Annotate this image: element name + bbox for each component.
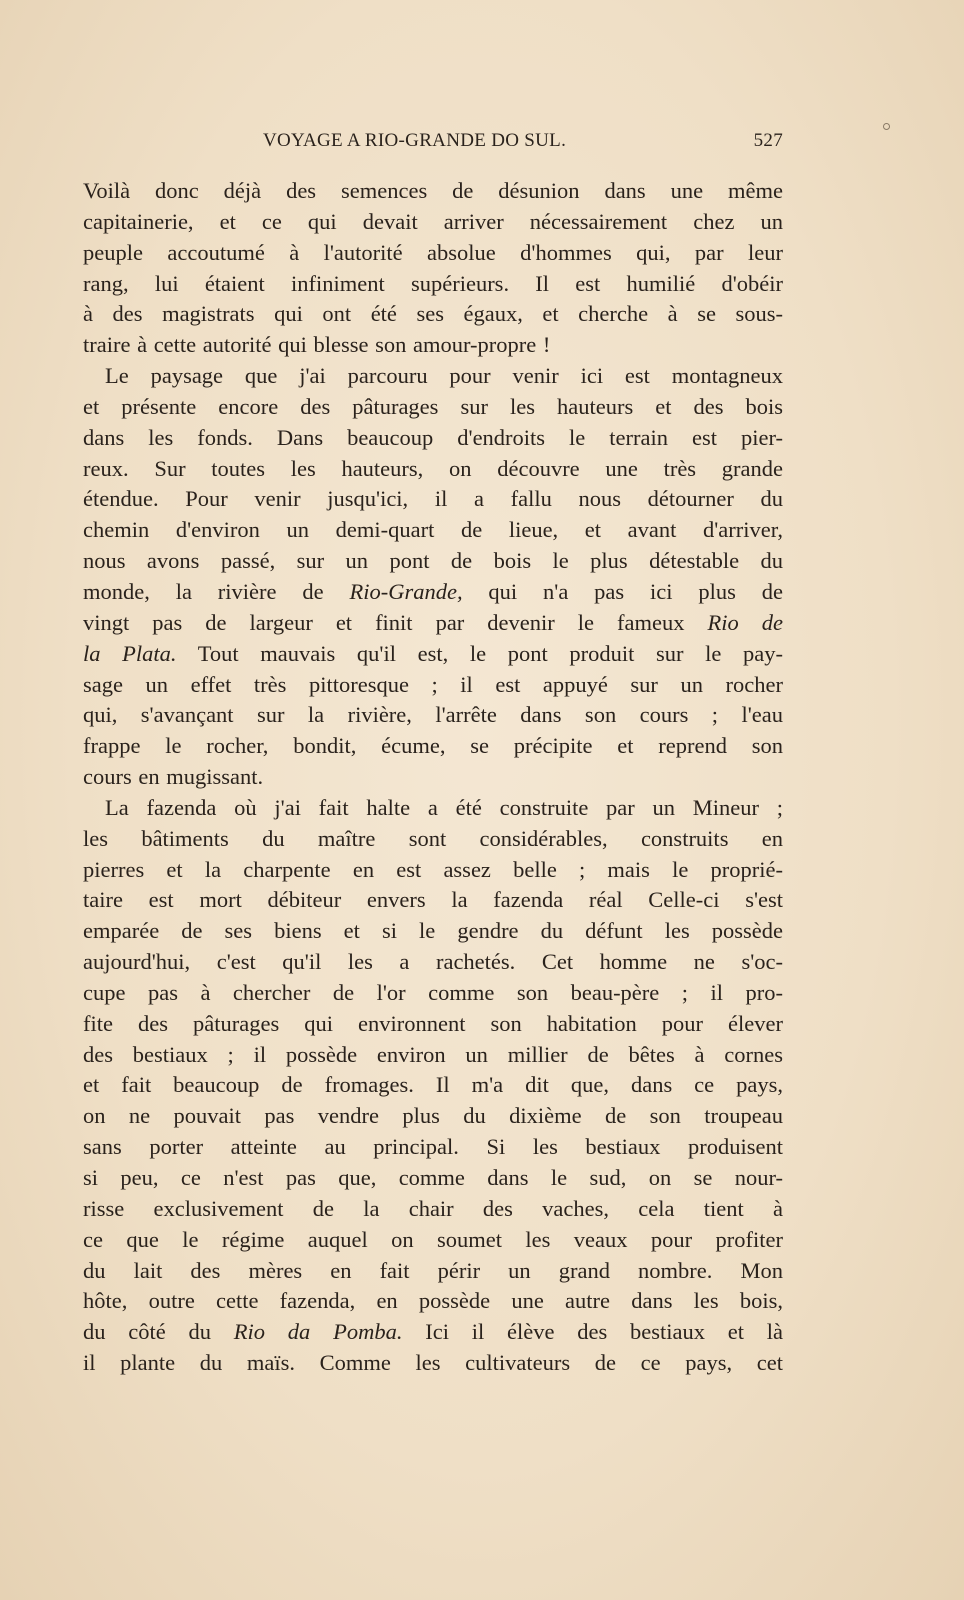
text-segment: on ne pouvait pas vendre plus du dixième de son troupeau [83,1103,783,1129]
text-line [83,1256,783,1287]
text-segment: fite des pâturages qui environnent son habitation pour élever [83,1010,783,1036]
text-segment: Ici il élève des bestiaux et là [402,1319,783,1345]
text-segment: nous avons passé, sur un pont de bois le plus détestable du [83,548,783,574]
text-segment: aujourd'hui, c'est qu'il les a rachetés. Cet homme ne s'oc- [83,949,783,975]
text-segment: peuple accoutumé à l'autorité absolue d'hommes qui, par leur [83,239,783,265]
text-line [83,269,783,300]
margin-mark [883,123,890,130]
text-segment: du lait des mères en fait périr un grand nombre. Mon [83,1257,783,1283]
text-segment: étendue. Pour venir jusqu'ici, il a fallu nous détourner du [83,486,783,512]
text-segment: reux. Sur toutes les hauteurs, on découvre une très grande [83,455,783,481]
italic-text: Rio da Pomba. [233,1319,403,1345]
text-line [83,1163,783,1194]
text-segment: des bestiaux ; il possède environ un millier de bêtes à cornes [83,1041,783,1067]
text-segment: et présente encore des pâturages sur les hauteurs et des bois [83,393,783,419]
page-body-text [83,176,783,1379]
text-segment: traire à cette autorité qui blesse son amour-propre ! [83,332,551,358]
italic-text: la Plata. [83,640,177,666]
text-line [83,1070,783,1101]
text-segment: risse exclusivement de la chair des vaches, cela tient à [83,1195,783,1221]
text-line [83,670,783,701]
text-segment: capitainerie, et ce qui devait arriver nécessairement chez un [83,208,783,234]
text-segment: Le paysage que j'ai parcouru pour venir ici est montagneux [105,363,783,389]
text-line [83,608,783,639]
running-title: VOYAGE A RIO-GRANDE DO SUL. [263,130,567,151]
text-segment: Tout mauvais qu'il est, le pont produit sur le pay- [176,640,784,666]
text-segment: frappe le rocher, bondit, écume, se précipite et reprend son [83,733,783,759]
text-line [83,731,783,762]
text-line [83,978,783,1009]
text-line [83,947,783,978]
text-line [83,916,783,947]
text-line [83,546,783,577]
text-line [83,299,783,330]
text-line [83,484,783,515]
italic-text: Rio-Grande, [349,578,463,604]
text-segment: les bâtiments du maître sont considérables, construits en [83,825,783,851]
text-segment: Voilà donc déjà des semences de désunion dans une même [83,178,783,203]
text-segment: il plante du maïs. Comme les cultivateurs de ce pays, cet [83,1350,783,1376]
text-line [83,1101,783,1132]
text-line [83,423,783,454]
text-line [83,454,783,485]
text-segment: emparée de ses biens et si le gendre du défunt les possède [83,918,783,944]
text-segment: qui, s'avançant sur la rivière, l'arrête dans son cours ; l'eau [83,702,783,728]
text-line [83,1132,783,1163]
text-segment: monde, la rivière de [83,578,350,604]
text-segment: pierres et la charpente en est assez belle ; mais le proprié- [83,856,783,882]
text-segment: cours en mugissant. [83,764,264,790]
text-line [83,515,783,546]
text-line [83,824,783,855]
text-segment: sage un effet très pittoresque ; il est appuyé sur un rocher [83,671,783,697]
text-line [83,361,783,392]
text-line [83,207,783,238]
text-segment: et fait beaucoup de fromages. Il m'a dit que, dans ce pays, [83,1072,783,1098]
text-line [83,1286,783,1317]
text-segment: sans porter atteinte au principal. Si les bestiaux produisent [83,1134,783,1160]
text-line [83,855,783,886]
text-line [83,639,783,670]
text-line [83,1317,783,1348]
text-segment: du côté du [83,1319,234,1345]
text-line [83,330,783,361]
text-segment: hôte, outre cette fazenda, en possède une autre dans les bois, [83,1288,783,1314]
text-line [83,885,783,916]
text-line [83,392,783,423]
text-line [83,1040,783,1071]
text-line [83,577,783,608]
text-segment: taire est mort débiteur envers la fazenda réal Celle-ci s'est [83,887,783,913]
text-line [83,238,783,269]
italic-text: Rio de [707,609,784,635]
text-segment: La fazenda où j'ai fait halte a été construite par un Mineur ; [105,794,783,820]
text-line [83,793,783,824]
text-segment: chemin d'environ un demi-quart de lieue, et avant d'arriver, [83,517,783,543]
running-header [83,130,783,156]
text-segment: dans les fonds. Dans beaucoup d'endroits le terrain est pier- [83,424,783,450]
text-line [83,176,783,207]
text-line [83,700,783,731]
text-segment: cupe pas à chercher de l'or comme son beau-père ; il pro- [83,979,783,1005]
text-line [83,1009,783,1040]
text-line [83,1194,783,1225]
text-segment: qui n'a pas ici plus de [462,578,783,604]
page-number: 527 [753,130,783,151]
text-segment: vingt pas de largeur et finit par devenir le fameux [83,609,708,635]
text-segment: si peu, ce n'est pas que, comme dans le sud, on se nour- [83,1165,783,1190]
text-line [83,1225,783,1256]
text-segment: ce que le régime auquel on soumet les veaux pour profiter [83,1226,783,1252]
text-segment: à des magistrats qui ont été ses égaux, et cherche à se sous- [83,301,783,327]
text-line [83,1348,783,1379]
text-segment: rang, lui étaient infiniment supérieurs. Il est humilié d'obéir [83,270,783,296]
text-line [83,762,783,793]
